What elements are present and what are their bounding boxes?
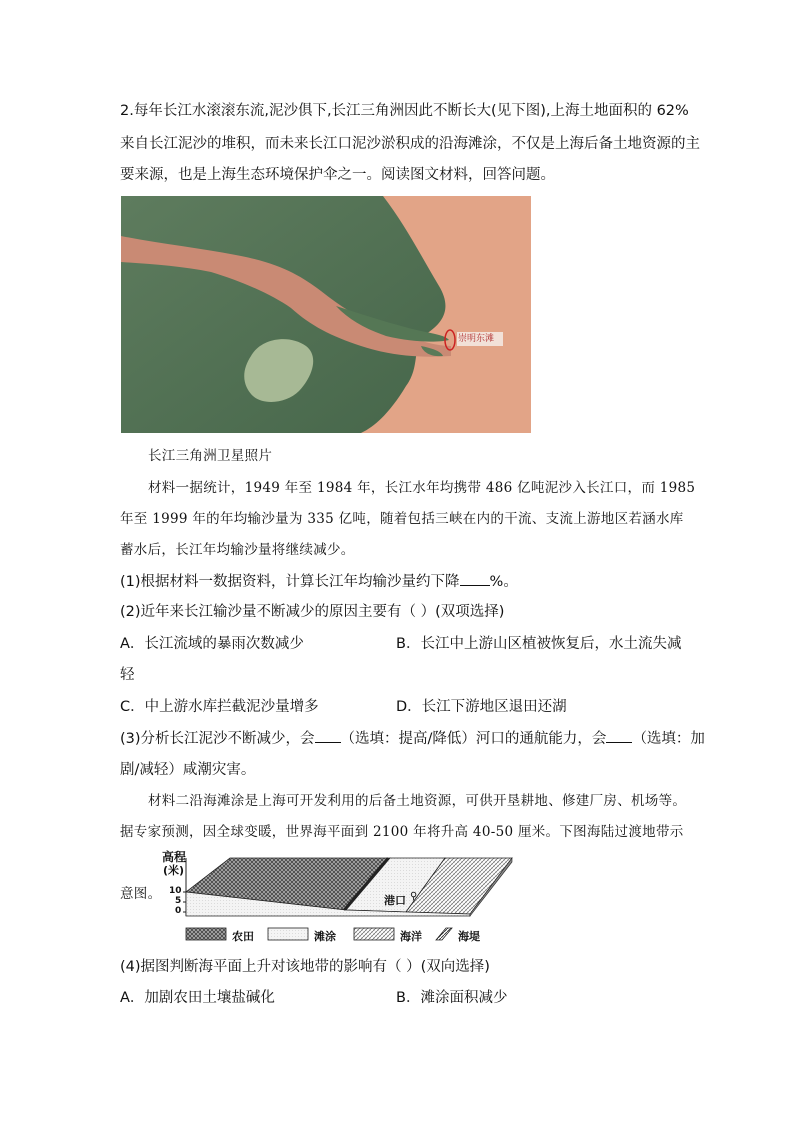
q3-blank-1[interactable] bbox=[315, 728, 341, 743]
q3-text-1: (3)分析长江泥沙不断减少，会 bbox=[120, 731, 315, 747]
port-anchor-icon: ⚲ bbox=[410, 891, 418, 902]
legend-ocean-swatch bbox=[354, 928, 394, 940]
legend-dike-swatch bbox=[436, 928, 452, 940]
q1-answer-blank[interactable] bbox=[460, 571, 490, 586]
q2-option-d[interactable]: D．长江下游地区退田还湖 bbox=[396, 699, 567, 715]
q2-option-c[interactable]: C．中上游水库拦截泥沙量增多 bbox=[120, 699, 319, 715]
q1-line bbox=[120, 571, 518, 592]
material1-line-1: 材料一据统计，1949 年至 1984 年，长江水年均携带 486 亿吨泥沙入长江口，而 1985 bbox=[148, 480, 696, 496]
q3-line-2: 剧/减轻）咸潮灾害。 bbox=[120, 762, 256, 778]
q4-option-b[interactable]: B．滩涂面积减少 bbox=[396, 990, 508, 1006]
port-label: 港口 bbox=[384, 894, 406, 907]
legend-farmland-label: 农田 bbox=[232, 930, 254, 943]
diagram-ylabel-1: 高程 bbox=[162, 850, 187, 864]
legend-ocean-label: 海洋 bbox=[400, 930, 422, 943]
q2-stem: (2)近年来长江输沙量不断减少的原因主要有（ ）(双项选择) bbox=[120, 604, 505, 620]
q1-stem: (1)根据材料一数据资料，计算长江年均输沙量约下降 bbox=[120, 574, 460, 590]
q2-option-a[interactable]: A．长江流域的暴雨次数减少 bbox=[120, 636, 304, 652]
q3-text-2: （选填：提高/降低）河口的通航能力，会 bbox=[340, 731, 607, 747]
coastal-profile-diagram bbox=[120, 848, 540, 948]
material2-line-3: 意图。 bbox=[120, 886, 162, 902]
legend-tidal-swatch bbox=[268, 928, 308, 940]
tick-10: 10 bbox=[169, 886, 182, 896]
q2-option-b[interactable]: B．长江中上游山区植被恢复后，水土流失减 bbox=[396, 636, 682, 652]
legend-tidal-label: 滩涂 bbox=[314, 930, 336, 943]
question-intro-line-2: 来自长江泥沙的堆积，而未来长江口泥沙淤积成的沿海滩涂，不仅是上海后备土地资源的主 bbox=[120, 136, 700, 152]
tick-5: 5 bbox=[175, 896, 182, 906]
question-intro-line-1: 2.每年长江水滚滚东流,泥沙俱下,长江三角洲因此不断长大(见下图),上海土地面积的 62% bbox=[120, 103, 689, 119]
q3-line-1 bbox=[120, 728, 705, 749]
legend-farmland-swatch bbox=[186, 928, 226, 940]
material2-line-2: 据专家预测，因全球变暖，世界海平面到 2100 年将升高 40-50 厘米。下图海陆过渡地带示 bbox=[120, 824, 684, 840]
material2-line-1: 材料二沿海滩涂是上海可开发利用的后备土地资源，可供开垦耕地、修建厂房、机场等。 bbox=[148, 793, 687, 809]
satellite-image bbox=[121, 196, 531, 433]
q4-option-a[interactable]: A．加剧农田土壤盐碱化 bbox=[120, 990, 275, 1006]
q3-blank-2[interactable] bbox=[606, 728, 632, 743]
tick-0: 0 bbox=[175, 906, 182, 916]
q3-text-3: （选填：加 bbox=[632, 731, 705, 747]
question-intro-line-3: 要来源，也是上海生态环境保护伞之一。阅读图文材料，回答问题。 bbox=[120, 167, 555, 183]
q2-option-b-continued: 轻 bbox=[120, 667, 135, 683]
q1-unit: %。 bbox=[489, 574, 518, 590]
q4-stem: (4)据图判断海平面上升对该地带的影响有（ ）(双向选择) bbox=[120, 959, 490, 975]
diagram-ylabel-2: (米) bbox=[163, 864, 185, 877]
legend-dike-label: 海堤 bbox=[458, 930, 480, 943]
satellite-caption: 长江三角洲卫星照片 bbox=[148, 448, 273, 464]
material1-line-2: 年至 1999 年的年均输沙量为 335 亿吨，随着包括三峡在内的干流、支流上游地区若涵水库 bbox=[120, 511, 684, 527]
marker-label: 崇明东滩 bbox=[458, 334, 495, 344]
material1-line-3: 蓄水后，长江年均输沙量将继续减少。 bbox=[120, 542, 355, 558]
